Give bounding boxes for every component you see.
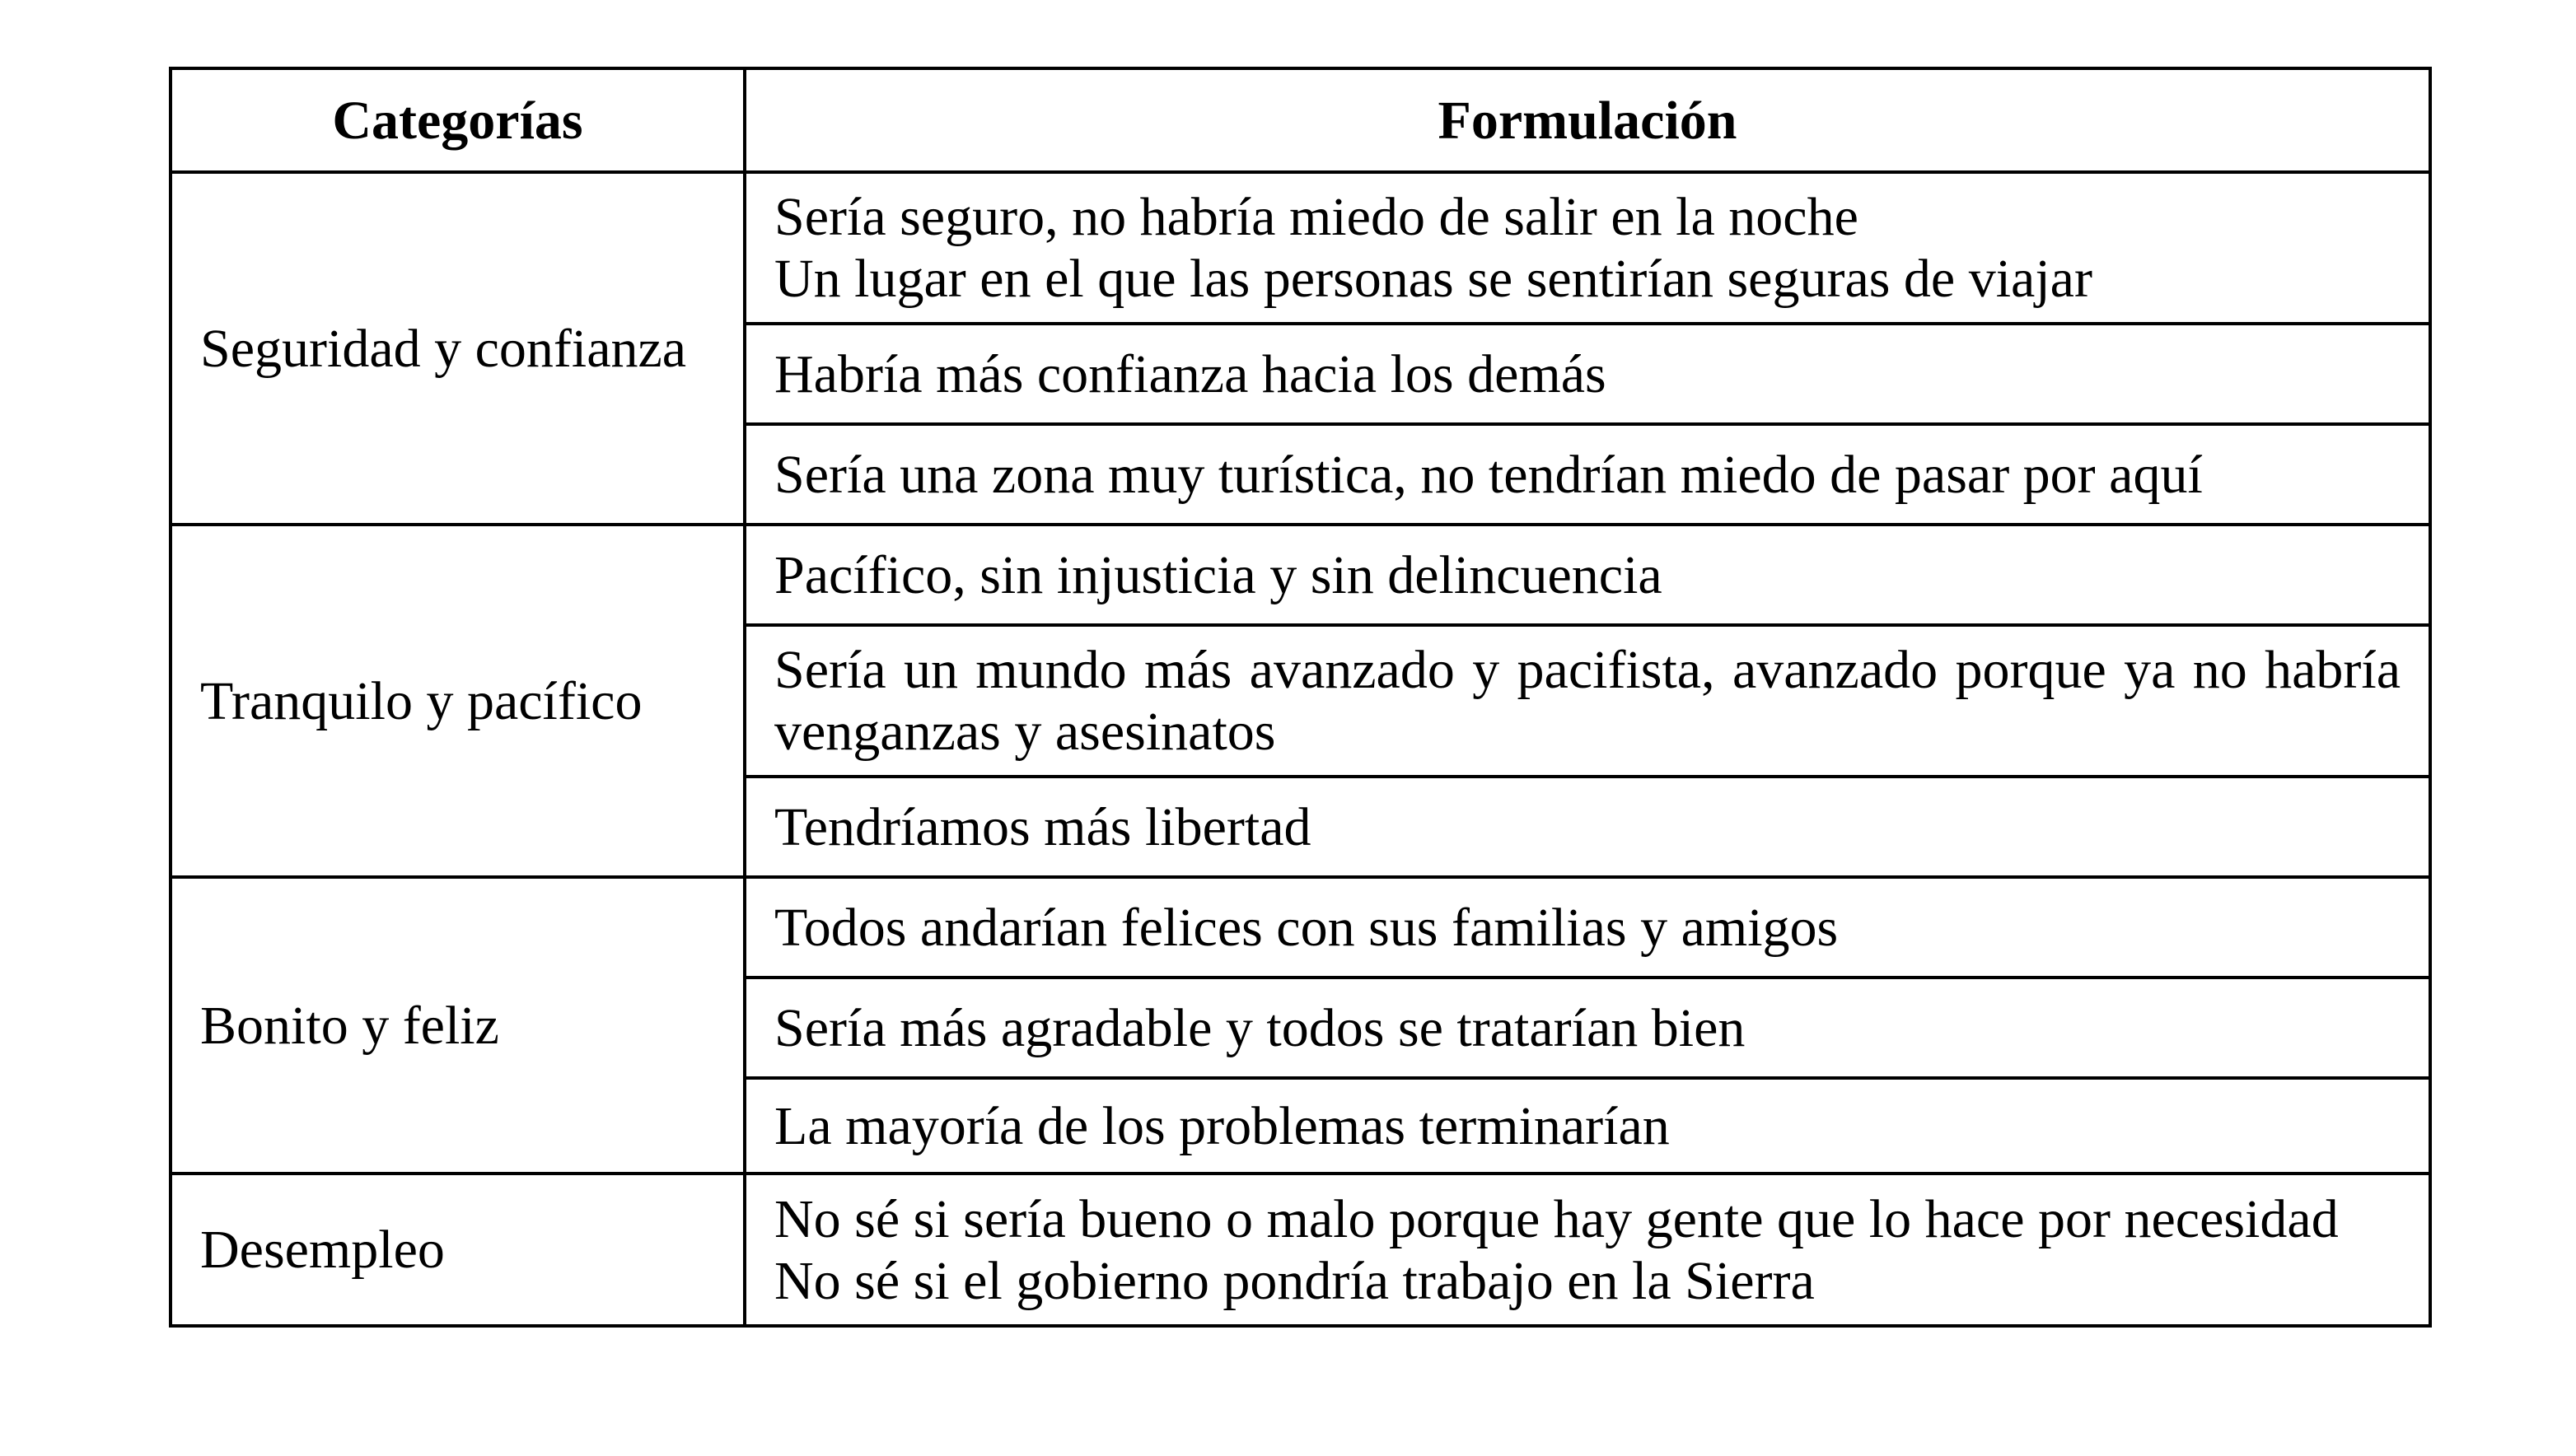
table-row	[171, 1174, 2430, 1326]
formulation-cell	[745, 777, 2430, 877]
formulation-cell	[745, 877, 2430, 978]
formulation-text: Sería un mundo más avanzado y pacifista, avanzado porque ya no habría venganzas y asesinatos	[774, 640, 2401, 762]
formulation-line: Un lugar en el que las personas se sentirían seguras de viajar	[774, 249, 2092, 309]
category-cell: Bonito y feliz	[171, 877, 745, 1174]
formulation-cell	[745, 172, 2430, 324]
formulation-line: La mayoría de los problemas terminarían	[774, 1095, 1670, 1156]
formulation-line: No sé si el gobierno pondría trabajo en la Sierra	[774, 1250, 1815, 1311]
formulation-line: Tendríamos más libertad	[774, 796, 1311, 857]
formulation-cell	[745, 978, 2430, 1078]
header-row	[171, 68, 2430, 172]
category-cell: Desempleo	[171, 1174, 745, 1326]
category-cell: Seguridad y confianza	[171, 172, 745, 525]
formulation-line: Todos andarían felices con sus familias y amigos	[774, 897, 1839, 958]
categories-table	[169, 67, 2432, 1328]
formulation-line: Sería más agradable y todos se tratarían bien	[774, 997, 1746, 1058]
header-formulation: Formulación	[745, 68, 2430, 172]
formulation-cell	[745, 1174, 2430, 1326]
formulation-cell	[745, 525, 2430, 625]
formulation-line: Sería una zona muy turística, no tendrían miedo de pasar por aquí	[774, 444, 2203, 505]
formulation-cell	[745, 1078, 2430, 1174]
formulation-line: Habría más confianza hacia los demás	[774, 343, 1606, 404]
formulation-line: Pacífico, sin injusticia y sin delincuencia	[774, 544, 1662, 605]
table-row	[171, 172, 2430, 324]
category-cell: Tranquilo y pacífico	[171, 525, 745, 877]
formulation-line: No sé si sería bueno o malo porque hay gente que lo hace por necesidad	[774, 1188, 2339, 1249]
formulation-cell	[745, 424, 2430, 525]
table-row	[171, 877, 2430, 978]
header-categories: Categorías	[171, 68, 745, 172]
formulation-line: Sería seguro, no habría miedo de salir en la noche	[774, 187, 1858, 247]
table-row	[171, 525, 2430, 625]
formulation-cell	[745, 625, 2430, 777]
formulation-cell	[745, 324, 2430, 424]
